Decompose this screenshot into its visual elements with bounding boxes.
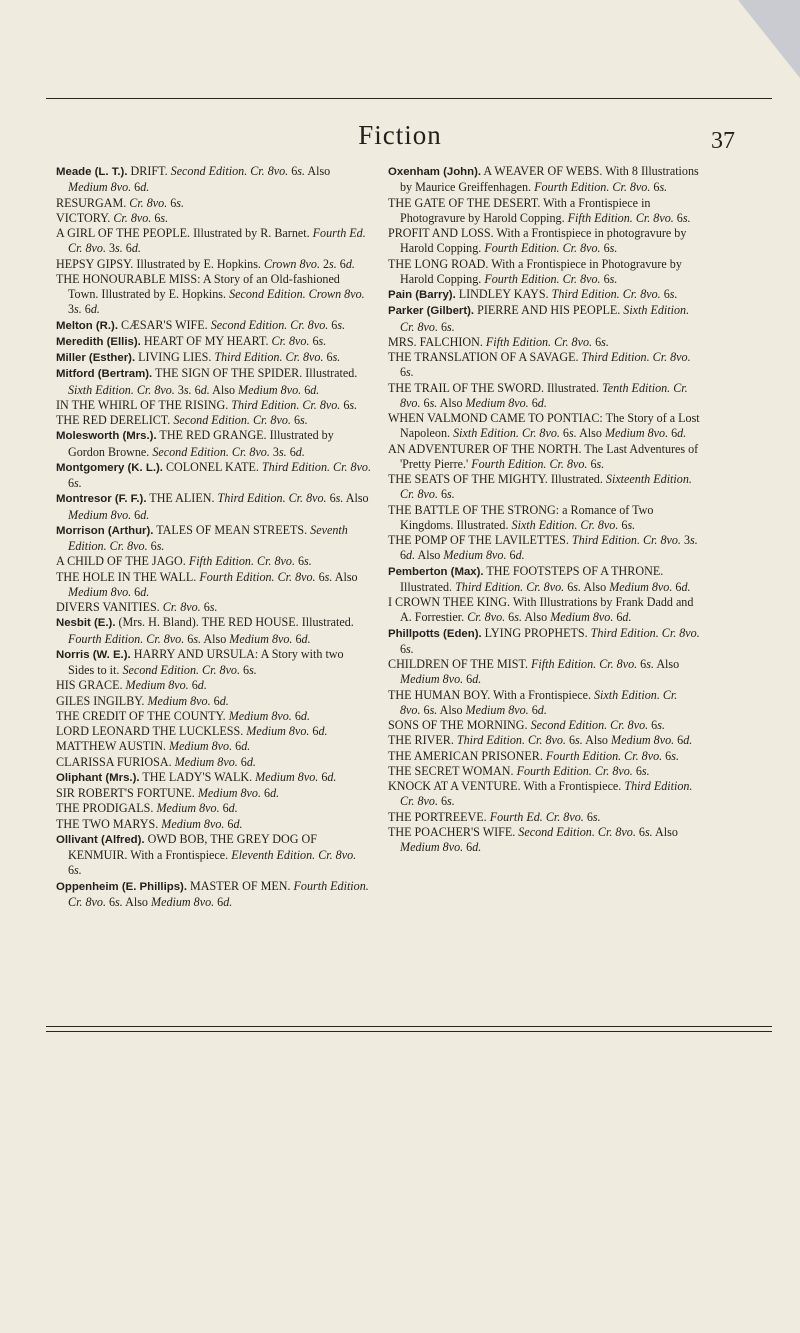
catalogue-entry: THE AMERICAN PRISONER. Fourth Edition. Cr. 8vo. 6s. — [388, 748, 679, 763]
catalogue-entry: HEPSY GIPSY. Illustrated by E. Hopkins. Crown 8vo. 2s. 6d. — [56, 256, 355, 271]
catalogue-entry: THE RIVER. Third Edition. Cr. 8vo. 6s. Also Medium 8vo. 6d. — [388, 733, 693, 748]
bottom-rule — [46, 1026, 772, 1027]
catalogue-entry: AN ADVENTURER OF THE NORTH. The Last Adventures of 'Pretty Pierre.' Fourth Edition. Cr. 8vo. 6s. — [388, 441, 699, 471]
catalogue-entry: THE HUMAN BOY. With a Frontispiece. Sixth Edition. Cr. 8vo. 6s. Also Medium 8vo. 6d. — [388, 687, 678, 717]
page-corner — [738, 0, 800, 78]
catalogue-entry: Montresor (F. F.). THE ALIEN. Third Edition. Cr. 8vo. 6s. Also Medium 8vo. 6d. — [56, 491, 369, 522]
catalogue-entry: THE GATE OF THE DESERT. With a Frontispiece in Photogravure by Harold Copping. Fifth Edition. Cr. 8vo. 6s. — [388, 195, 691, 225]
right-column — [388, 164, 700, 855]
catalogue-entry: THE TRANSLATION OF A SAVAGE. Third Edition. Cr. 8vo. 6s. — [388, 350, 691, 380]
catalogue-entry: THE POACHER'S WIFE. Second Edition. Cr. 8vo. 6s. Also Medium 8vo. 6d. — [388, 824, 678, 854]
catalogue-entry: IN THE WHIRL OF THE RISING. Third Edition. Cr. 8vo. 6s. — [56, 397, 358, 412]
catalogue-entry: SONS OF THE MORNING. Second Edition. Cr. 8vo. 6s. — [388, 718, 665, 732]
catalogue-entry: THE RED DERELICT. Second Edition. Cr. 8vo. 6s. — [56, 413, 308, 427]
catalogue-entry: Pemberton (Max). THE FOOTSTEPS OF A THRONE. Illustrated. Third Edition. Cr. 8vo. 6s. Also Medium 8vo. 6d. — [388, 563, 691, 594]
bottom-rule-lower — [46, 1031, 772, 1032]
catalogue-entry: MATTHEW AUSTIN. Medium 8vo. 6d. — [56, 739, 251, 754]
catalogue-entry: THE HOLE IN THE WALL. Fourth Edition. Cr. 8vo. 6s. Also Medium 8vo. 6d. — [56, 569, 358, 599]
catalogue-entry: CLARISSA FURIOSA. Medium 8vo. 6d. — [56, 754, 256, 769]
catalogue-entry: THE SECRET WOMAN. Fourth Edition. Cr. 8vo. 6s. — [388, 763, 650, 778]
catalogue-entry: Meade (L. T.). DRIFT. Second Edition. Cr. 8vo. 6s. Also Medium 8vo. 6d. — [56, 164, 331, 195]
page-title: Fiction — [358, 120, 442, 150]
catalogue-entry: THE CREDIT OF THE COUNTY. Medium 8vo. 6d. — [56, 708, 310, 723]
catalogue-entry: RESURGAM. Cr. 8vo. 6s. — [56, 195, 185, 210]
catalogue-entry: A CHILD OF THE JAGO. Fifth Edition. Cr. 8vo. 6s. — [56, 554, 312, 569]
page-number: 37 — [711, 128, 735, 154]
catalogue-entry: Ollivant (Alfred). OWD BOB, THE GREY DOG OF KENMUIR. With a Frontispiece. Eleventh Edition. Cr. 8vo. 6s. — [56, 831, 357, 878]
catalogue-entry: Montgomery (K. L.). COLONEL KATE. Third Edition. Cr. 8vo. 6s. — [56, 459, 372, 490]
catalogue-entry: Oliphant (Mrs.). THE LADY'S WALK. Medium 8vo. 6d. — [56, 769, 337, 784]
catalogue-entry: Oppenheim (E. Phillips). MASTER OF MEN. Fourth Edition. Cr. 8vo. 6s. Also Medium 8vo. 6d. — [56, 878, 369, 909]
catalogue-entry: DIVERS VANITIES. Cr. 8vo. 6s. — [56, 600, 218, 614]
catalogue-entry: THE PORTREEVE. Fourth Ed. Cr. 8vo. 6s. — [388, 809, 601, 824]
catalogue-entry: THE BATTLE OF THE STRONG: a Romance of Two Kingdoms. Illustrated. Sixth Edition. Cr. 8vo. 6s. — [388, 502, 654, 532]
catalogue-entry: THE PRODIGALS. Medium 8vo. 6d. — [56, 801, 238, 816]
catalogue-entry: Phillpotts (Eden). LYING PROPHETS. Third Edition. Cr. 8vo. 6s. — [388, 625, 700, 656]
top-rule — [46, 98, 772, 99]
catalogue-entry: THE LONG ROAD. With a Frontispiece in Photogravure by Harold Copping. Fourth Edition. Cr. 8vo. 6s. — [388, 256, 682, 286]
catalogue-entry: MRS. FALCHION. Fifth Edition. Cr. 8vo. 6s. — [388, 334, 609, 349]
catalogue-entry: I CROWN THEE KING. With Illustrations by Frank Dadd and A. Forrestier. Cr. 8vo. 6s. Also Medium 8vo. 6d. — [388, 595, 694, 625]
catalogue-entry: VICTORY. Cr. 8vo. 6s. — [56, 210, 169, 225]
catalogue-entry: Miller (Esther). LIVING LIES. Third Edition. Cr. 8vo. 6s. — [56, 350, 341, 364]
catalogue-entry: GILES INGILBY. Medium 8vo. 6d. — [56, 693, 229, 708]
catalogue-entry: THE HONOURABLE MISS: A Story of an Old-fashioned Town. Illustrated by E. Hopkins. Second Edition. Crown 8vo. 3s. 6d. — [56, 271, 365, 317]
catalogue-entry: WHEN VALMOND CAME TO PONTIAC: The Story of a Lost Napoleon. Sixth Edition. Cr. 8vo. 6s. Also Medium 8vo. 6d. — [388, 411, 700, 441]
catalogue-entry: THE POMP OF THE LAVILETTES. Third Edition. Cr. 8vo. 3s. 6d. Also Medium 8vo. 6d. — [388, 533, 698, 563]
catalogue-entry: Meredith (Ellis). HEART OF MY HEART. Cr. 8vo. 6s. — [56, 333, 327, 348]
catalogue-entry: Norris (W. E.). HARRY AND URSULA: A Story with two Sides to it. Second Edition. Cr. 8vo. 6s. — [56, 646, 344, 677]
running-head — [0, 119, 800, 159]
catalogue-entry: Pain (Barry). LINDLEY KAYS. Third Edition. Cr. 8vo. 6s. — [388, 287, 678, 301]
catalogue-entry: Morrison (Arthur). TALES OF MEAN STREETS. Seventh Edition. Cr. 8vo. 6s. — [56, 522, 348, 553]
catalogue-entry: Nesbit (E.). (Mrs. H. Bland). THE RED HOUSE. Illustrated. Fourth Edition. Cr. 8vo. 6s. Also Medium 8vo. 6d. — [56, 615, 354, 646]
catalogue-entry: THE SEATS OF THE MIGHTY. Illustrated. Sixteenth Edition. Cr. 8vo. 6s. — [388, 472, 692, 502]
catalogue-entry: A GIRL OF THE PEOPLE. Illustrated by R. Barnet. Fourth Ed. Cr. 8vo. 3s. 6d. — [56, 226, 366, 256]
catalogue-entry: Molesworth (Mrs.). THE RED GRANGE. Illustrated by Gordon Browne. Second Edition. Cr. 8vo. 3s. 6d. — [56, 428, 334, 459]
catalogue-entry: Mitford (Bertram). THE SIGN OF THE SPIDER. Illustrated. Sixth Edition. Cr. 8vo. 3s. 6d. Also Medium 8vo. 6d. — [56, 366, 358, 397]
catalogue-entry: LORD LEONARD THE LUCKLESS. Medium 8vo. 6d. — [56, 724, 328, 738]
left-column — [56, 164, 372, 910]
catalogue-entry: THE TRAIL OF THE SWORD. Illustrated. Tenth Edition. Cr. 8vo. 6s. Also Medium 8vo. 6d. — [388, 380, 688, 410]
catalogue-entry: SIR ROBERT'S FORTUNE. Medium 8vo. 6d. — [56, 786, 280, 800]
catalogue-entry: PROFIT AND LOSS. With a Frontispiece in photogravure by Harold Copping. Fourth Edition. Cr. 8vo. 6s. — [388, 226, 687, 256]
catalogue-entry: HIS GRACE. Medium 8vo. 6d. — [56, 678, 207, 693]
catalogue-entry: CHILDREN OF THE MIST. Fifth Edition. Cr. 8vo. 6s. Also Medium 8vo. 6d. — [388, 657, 680, 687]
catalogue-entry: Melton (R.). CÆSAR'S WIFE. Second Edition. Cr. 8vo. 6s. — [56, 317, 346, 332]
catalogue-entry: THE TWO MARYS. Medium 8vo. 6d. — [56, 816, 243, 831]
catalogue-entry: Oxenham (John). A WEAVER OF WEBS. With 8 Illustrations by Maurice Greiffenhagen. Fourth Edition. Cr. 8vo. 6s. — [388, 164, 699, 195]
catalogue-entry: KNOCK AT A VENTURE. With a Frontispiece. Third Edition. Cr. 8vo. 6s. — [388, 779, 693, 809]
catalogue-entry: Parker (Gilbert). PIERRE AND HIS PEOPLE. Sixth Edition. Cr. 8vo. 6s. — [388, 303, 690, 334]
